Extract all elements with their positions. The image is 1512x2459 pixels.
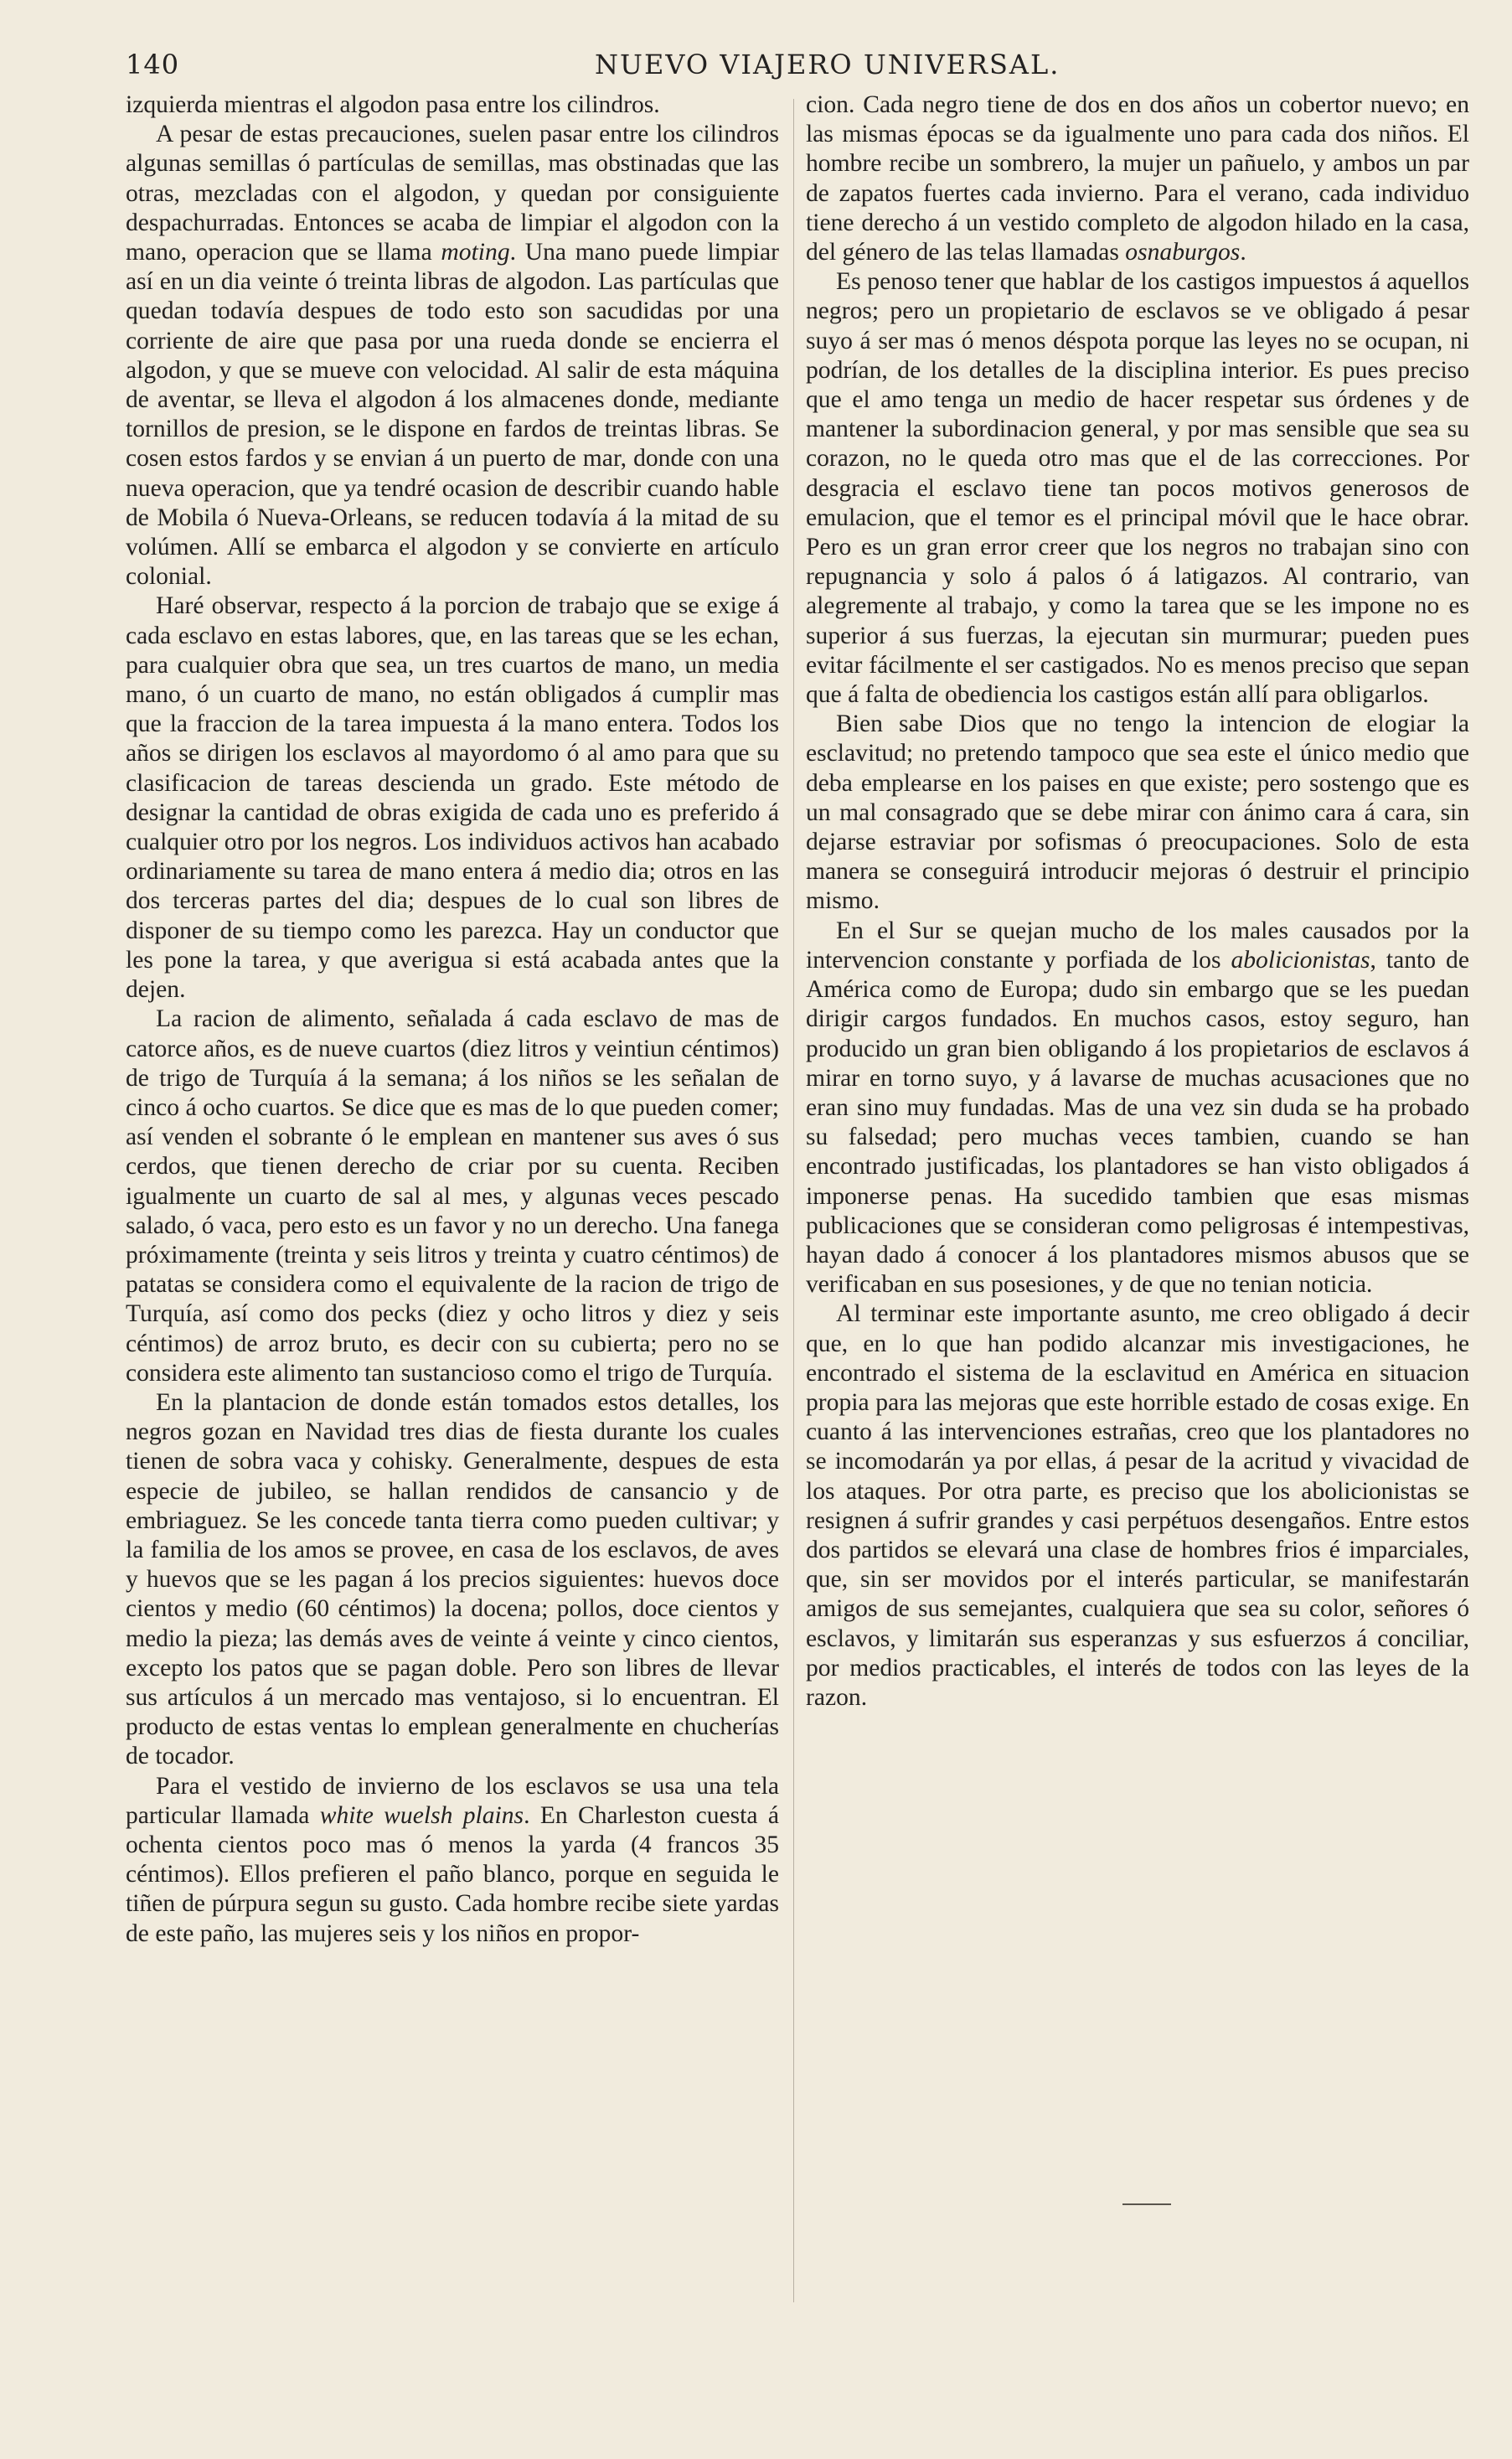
paragraph: La racion de alimento, señalada á cada esclavo de mas de catorce años, es de nueve cuartos (diez litros y veintiun céntimos) de trigo de Turquía á la semana; á los niños se les señalan de cinco á ocho cuartos. Se dice que es mas de lo que pueden comer; así venden el sobrante ó le emplean en mantener sus aves ó sus cerdos, que tienen derecho de criar por su cuenta. Reciben igualmente un cuarto de sal al mes, y algunas veces pescado salado, ó vaca, pero esto es un favor y no un derecho. Una fanega próximamente (treinta y seis litros y treinta y cuatro céntimos) de patatas se considera como el equivalente de la racion de trigo de Turquía, así como dos pecks (diez y ocho litros y diez y seis céntimos) de arroz bruto, es decir con su cubierta; pero no se considera este alimento tan sustancioso como el trigo de Turquía. [126, 1005, 779, 1387]
paragraph: Es penoso tener que hablar de los castigos impuestos á aquellos negros; pero un propietario de esclavos se ve obligado á pesar suyo á ser mas ó menos déspota porque las leyes no se ocupan, ni podrían, de los detalles de la disciplina interior. Es pues preciso que el amo tenga un medio de hacer respetar sus órdenes y de mantener la subordinacion general, y por mas sensible que sea su corazon, no le queda otro mas que el de las correcciones. Por desgracia el esclavo tiene tan pocos motivos generosos de emulacion, que el temor es el principal móvil que le hace obrar. Pero es un gran error creer que los negros no trabajan sino con repugnancia y solo á palos ó á latigazos. Al contrario, van alegremente al trabajo, y como la tarea que se les impone no es superior á sus fuerzas, la ejecutan sin murmurar; pueden pues evitar fácilmente el ser castigados. No es menos preciso que sepan que á falta de obediencia los castigos están allí para obligarlos. [806, 268, 1469, 709]
running-title: NUEVO VIAJERO UNIVERSAL. [595, 49, 1060, 80]
page-header [126, 49, 1499, 92]
paragraph [126, 120, 779, 592]
paragraph [126, 1772, 779, 1949]
paragraph: izquierda mientras el algodon pasa entre los cilindros. [126, 91, 660, 118]
paragraph-text: . En Charleston cuesta á ochenta cientos poco mas ó menos la yarda (4 francos 35 céntimos). Ellos prefieren el paño blanco, porque en seguida le tiñen de púrpura segun su gusto. Cada hombre recibe siete yardas de este paño, las mujeres seis y los niños en propor- [126, 1801, 779, 1947]
paragraph: En la plantacion de donde están tomados estos detalles, los negros gozan en Navidad tres dias de fiesta durante los cuales tienen de sobra vaca y cohisky. Generalmente, despues de esta especie de jubileo, se hallan rendidos de cansancio y de embriaguez. Se les concede tanta tierra como pueden cultivar; y la familia de los amos se provee, en casa de los esclavos, de aves y huevos que se les pagan á los precios siguientes: huevos doce cientos y medio (60 céntimos) la docena; pollos, doce cientos y medio la pieza; las demás aves de veinte á veinte y cinco cientos, excepto los patos que se pagan doble. Pero son libres de llevar sus artículos á un mercado mas ventajoso, si lo encuentran. El producto de estas ventas lo emplean generalmente en chucherías de tocador. [126, 1388, 779, 1770]
column-divider [793, 99, 794, 2302]
left-column [126, 90, 779, 1949]
paragraph: Bien sabe Dios que no tengo la intencion de elogiar la esclavitud; no pretendo tampoco que sea este el único medio que deba emplearse en los paises en que existe; pero sostengo que es un mal consagrado que se debe mirar con ánimo cara á cara, sin dejarse estraviar por sofismas ó preocupaciones. Solo de esta manera se conseguirá introducir mejoras ó destruir el principio mismo. [806, 710, 1469, 915]
italic-term: white wuelsh plains [319, 1801, 524, 1829]
paragraph-text: , tanto de América como de Europa; dudo sin embargo que se les puedan dirigir cargos fundados. En muchos casos, estoy seguro, han producido un gran bien obligando á los propietarios de esclavos á mirar en torno suyo, y á lavarse de muchas acusaciones que no eran sino muy fundadas. Mas de una vez sin duda se ha probado su falsedad; pero muchas veces tambien, cuando se han encontrado justificadas, los plantadores se han visto obligados á imponerse penas. Ha sucedido tambien que esas mismas publicaciones que se consideran como peligrosas é intempestivas, hayan dado á conocer á los plantadores mismos abusos que se verificaban en sus posesiones, y de que no tenian noticia. [806, 946, 1469, 1299]
paragraph-text: A pesar de estas precauciones, suelen pasar entre los cilindros algunas semillas ó partículas de semillas, mas obstinadas que las otras, mezcladas con el algodon, y quedan por consiguiente despachurradas. Entonces se acaba de limpiar el algodon con la mano, operacion que se llama [126, 121, 779, 266]
paragraph-text: cion. Cada negro tiene de dos en dos años un cobertor nuevo; en las mismas épocas se da igualmente uno para cada dos niños. El hombre recibe un sombrero, la mujer un pañuelo, y ambos un par de zapatos fuertes cada invierno. Para el verano, cada individuo tiene derecho á un vestido completo de algodon hilado en la casa, del género de las telas llamadas [806, 91, 1469, 266]
paragraph [806, 90, 1469, 267]
italic-term: abolicionistas [1231, 946, 1370, 974]
paragraph-text: En el Sur se quejan mucho de los males causados por la intervencion constante y porfiada de los [806, 917, 1469, 974]
page-number: 140 [126, 49, 180, 80]
end-rule [1122, 2203, 1171, 2205]
paragraph: Al terminar este importante asunto, me creo obligado á decir que, en lo que han podido alcanzar mis investigaciones, he encontrado el sistema de la esclavitud en América en situacion propia para las mejoras que este horrible estado de cosas exige. En cuanto á las intervenciones estrañas, creo que los plantadores no se incomodarán ya por ellas, á pesar de la acritud y vivacidad de los ataques. Por otra parte, es preciso que los abolicionistas se resignen á sufrir grandes y casi perpétuos desengaños. Entre estos dos partidos se elevará una clase de hombres frios é imparciales, que, sin ser movidos por el interés particular, se manifestarán amigos de sus semejantes, cualquiera que sea su color, señores ó esclavos, y limitarán sus esperanzas y sus esfuerzos á conciliar, por medios practicables, el interés de todos con las leyes de la razon. [806, 1300, 1469, 1711]
paragraph-text: . [1240, 239, 1246, 266]
paragraph [806, 917, 1469, 1300]
italic-term: moting [441, 239, 510, 266]
paragraph: Haré observar, respecto á la porcion de trabajo que se exige á cada esclavo en estas labores, que, en las tareas que se les echan, para cualquier obra que sea, un tres cuartos de mano, un media mano, ó un cuarto de mano, no están obligados á cumplir mas que la fraccion de la tarea impuesta á la mano entera. Todos los años se dirigen los esclavos al mayordomo ó al amo para que su clasificacion de tareas descienda un grado. Este método de designar la cantidad de obras exigida de cada uno es preferido á cualquier otro por los negros. Los individuos activos han acabado ordinariamente su tarea de mano entera á medio dia; otros en las dos terceras partes del dia; despues de lo cual son libres de disponer de su tiempo como les parezca. Hay un conductor que les pone la tarea, y que averigua si está acabada antes que la dejen. [126, 592, 779, 1004]
italic-term: osnaburgos [1125, 239, 1241, 266]
right-column [806, 90, 1469, 1713]
paragraph-text: . Una mano puede limpiar así en un dia veinte ó treinta libras de algodon. Las partículas que quedan todavía despues de todo esto son sacudidas por una corriente de aire que pasa por una rueda donde se encierra el algodon, y que se mueve con velocidad. Al salir de esta máquina de aventar, se lleva el algodon á los almacenes donde, mediante tornillos de presion, se le dispone en fardos de treintas libras. Se cosen estos fardos y se envian á un puerto de mar, donde con una nueva operacion, que ya tendré ocasion de describir cuando hable de Mobila ó Nueva-Orleans, se reducen todavía á la mitad de su volúmen. Allí se embarca el algodon y se convierte en artículo colonial. [126, 239, 779, 591]
paragraph-text: Para el vestido de invierno de los esclavos se usa una tela particular llamada [126, 1772, 779, 1829]
